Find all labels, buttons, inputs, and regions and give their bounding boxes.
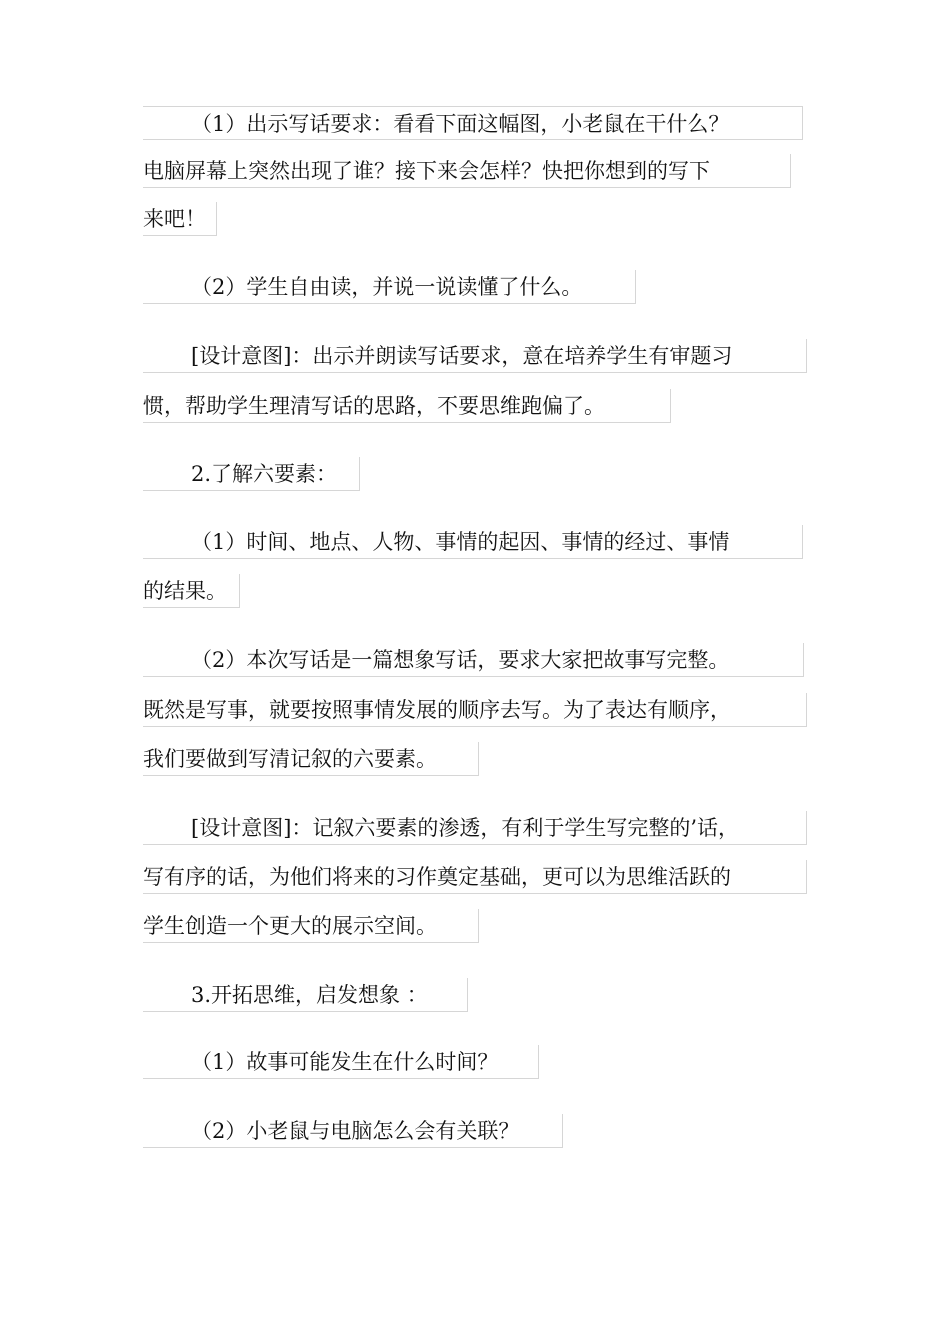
paragraph-1-line-2: 电脑屏幕上突然出现了谁？接下来会怎样？快把你想到的写下: [143, 154, 791, 188]
question-1: （1）故事可能发生在什么时间？: [143, 1045, 539, 1079]
paragraph-1-line-3: 来吧！: [143, 202, 217, 236]
heading-section-2: 2.了解六要素：: [143, 457, 360, 491]
paragraph-4-line-2: 的结果。: [143, 574, 240, 608]
paragraph-5-line-2: 既然是写事，就要按照事情发展的顺序去写。为了表达有顺序，: [143, 693, 807, 727]
paragraph-2-line-1: （2）学生自由读，并说一说读懂了什么。: [143, 270, 636, 304]
paragraph-6-line-3: 学生创造一个更大的展示空间。: [143, 909, 479, 943]
paragraph-5-line-1: （2）本次写话是一篇想象写话，要求大家把故事写完整。: [143, 643, 804, 677]
paragraph-6-line-1: [设计意图]：记叙六要素的渗透，有利于学生写完整的’话，: [143, 811, 807, 845]
paragraph-5-line-3: 我们要做到写清记叙的六要素。: [143, 742, 479, 776]
paragraph-1-line-1: （1）出示写话要求：看看下面这幅图，小老鼠在干什么？: [143, 106, 803, 140]
paragraph-4-line-1: （1）时间、地点、人物、事情的起因、事情的经过、事情: [143, 525, 803, 559]
heading-section-3: 3.开拓思维，启发想象 ：: [143, 978, 468, 1012]
question-2: （2）小老鼠与电脑怎么会有关联？: [143, 1114, 563, 1148]
paragraph-3-line-2: 惯，帮助学生理清写话的思路，不要思维跑偏了。: [143, 389, 671, 423]
paragraph-3-line-1: [设计意图]：出示并朗读写话要求，意在培养学生有审题习: [143, 339, 807, 373]
paragraph-6-line-2: 写有序的话，为他们将来的习作奠定基础，更可以为思维活跃的: [143, 860, 807, 894]
